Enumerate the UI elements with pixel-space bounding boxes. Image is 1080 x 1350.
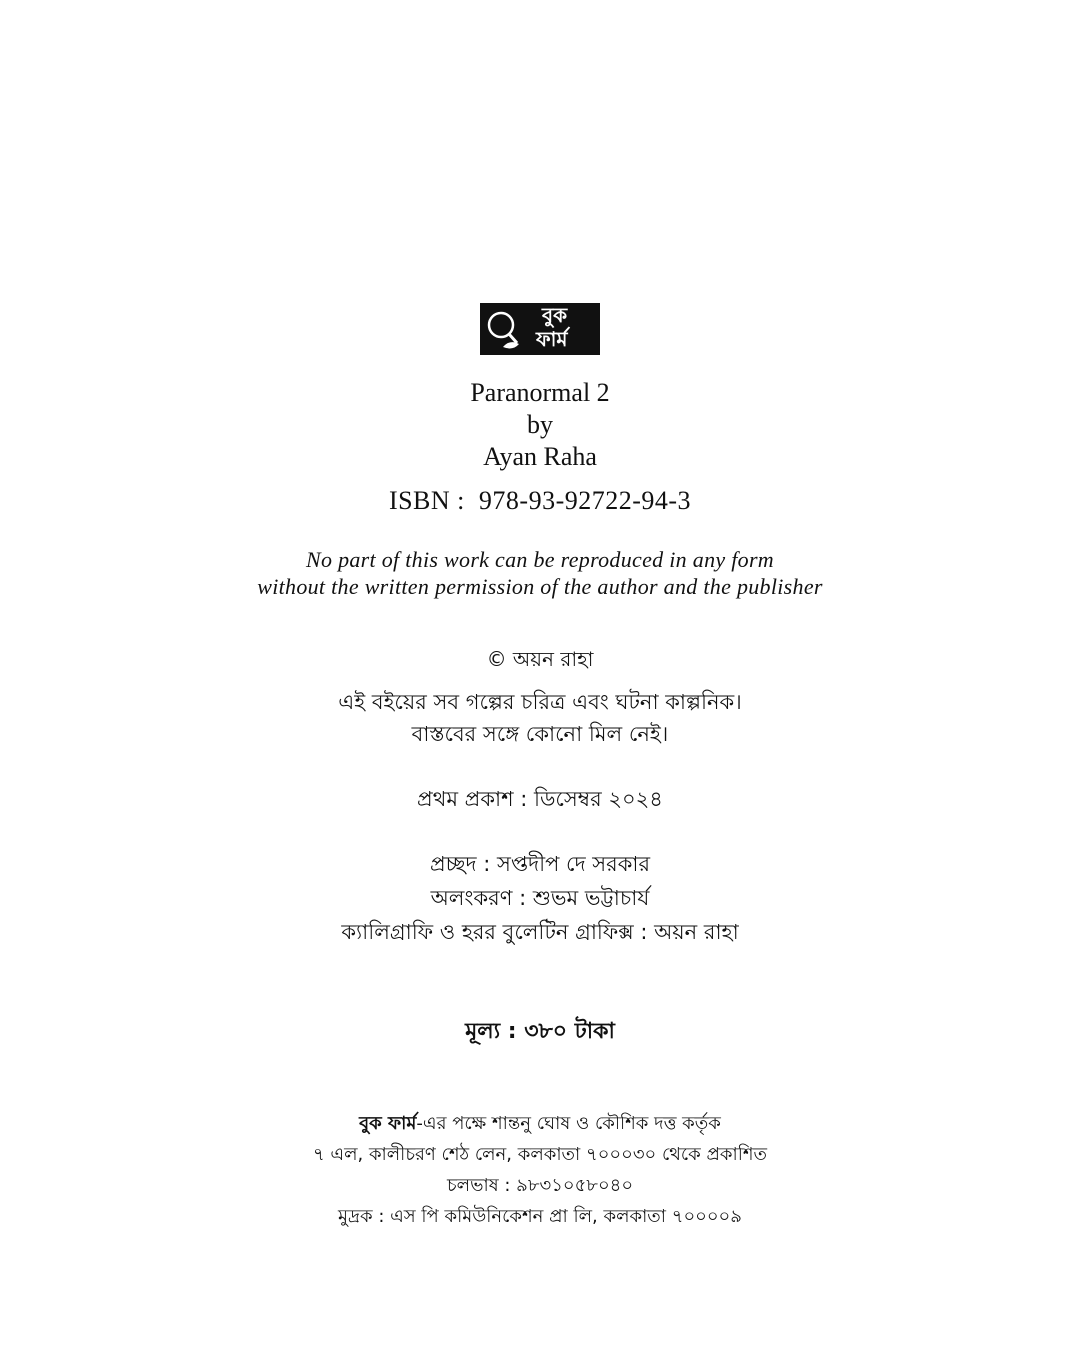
imprint-publisher-name: বুক ফার্ম bbox=[359, 1113, 417, 1134]
isbn-line bbox=[0, 486, 1080, 516]
logo-line-2: ফার্ম bbox=[536, 327, 568, 351]
imprint-line-1-rest: -এর পক্ষে শান্তনু ঘোষ ও কৌশিক দত্ত কর্তৃক bbox=[416, 1113, 721, 1134]
imprint-printer: মুদ্রক : এস পি কমিউনিকেশন প্রা লি, কলকাতা ৭০০০০৯ bbox=[338, 1206, 742, 1227]
imprint-line-1 bbox=[0, 1109, 1080, 1140]
price: মূল্য : ৩৮০ টাকা bbox=[465, 1019, 615, 1044]
disclaimer-line-1: এই বইয়ের সব গল্পের চরিত্র এবং ঘটনা কাল্পনিক। bbox=[338, 690, 742, 714]
book-title: Paranormal 2 bbox=[470, 378, 610, 407]
rights-line-1: No part of this work can be reproduced in any form bbox=[306, 547, 774, 572]
imprint-line-2: ৭ এল, কালীচরণ শেঠ লেন, কলকাতা ৭০০০৩০ থেকে প্রকাশিত bbox=[312, 1144, 768, 1165]
isbn-label: ISBN : bbox=[388, 486, 465, 515]
book-by: by bbox=[527, 410, 553, 439]
publisher-logo bbox=[480, 303, 600, 355]
isbn-value: 978-93-92722-94-3 bbox=[478, 486, 692, 515]
first-edition: প্রথম প্রকাশ : ডিসেম্বর ২০২৪ bbox=[417, 787, 663, 811]
logo-line-1: বুক bbox=[542, 303, 568, 327]
credit-cover: প্রচ্ছদ : সপ্তদীপ দে সরকার bbox=[429, 852, 651, 876]
book-author: Ayan Raha bbox=[483, 442, 597, 471]
credit-calligraphy: ক্যালিগ্রাফি ও হরর বুলেটিন গ্রাফিক্স : অয়ন রাহা bbox=[341, 920, 739, 944]
rights-line-2: without the written permission of the author and the publisher bbox=[257, 574, 823, 599]
copyright: © অয়ন রাহা bbox=[486, 647, 594, 671]
imprint-phone: চলভাষ : ৯৮৩১০৫৮০৪০ bbox=[446, 1175, 634, 1196]
disclaimer-line-2: বাস্তবের সঙ্গে কোনো মিল নেই। bbox=[411, 722, 669, 746]
magnifier-icon bbox=[483, 309, 533, 353]
credit-illustration: অলংকরণ : শুভম ভট্টাচার্য bbox=[430, 886, 650, 910]
